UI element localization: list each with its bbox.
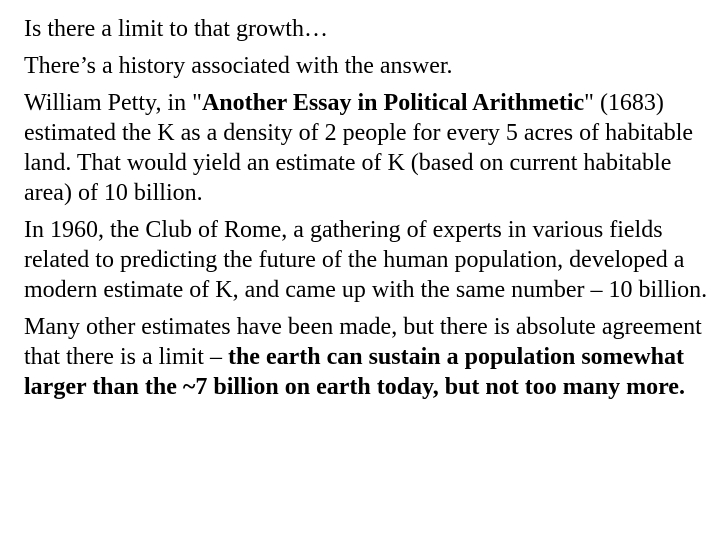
petty-text-end: " (1683) estimated the K as a density of 2 people for every 5 acres of habitable land. That would yield an estimate of K (based on current habitable area) of 10 billion. [24,90,694,206]
conclusion-emphasis: the earth can sustain a population somewhat larger than the ~7 billion on earth today, but not too many more. [24,344,685,400]
slide-content [24,14,708,409]
paragraph-question [24,14,708,44]
paragraph-conclusion [24,312,708,402]
paragraph-history [24,51,708,81]
conclusion-text-start: Many other estimates have been made, but there is absolute agreement that there is a limit – [24,314,702,370]
club-of-rome-text: In 1960, the Club of Rome, a gathering of experts in various fields related to predicting the future of the human population, developed a modern estimate of K, and came up with the same number – 10 billion. [24,217,708,303]
paragraph-club-of-rome [24,215,708,305]
essay-title: Another Essay in Political Arithmetic [201,90,585,116]
paragraph-petty [24,88,708,208]
question-text: Is there a limit to that growth… [24,16,328,42]
petty-text-start: William Petty, in " [24,90,202,116]
history-text: There’s a history associated with the answer. [24,53,453,79]
